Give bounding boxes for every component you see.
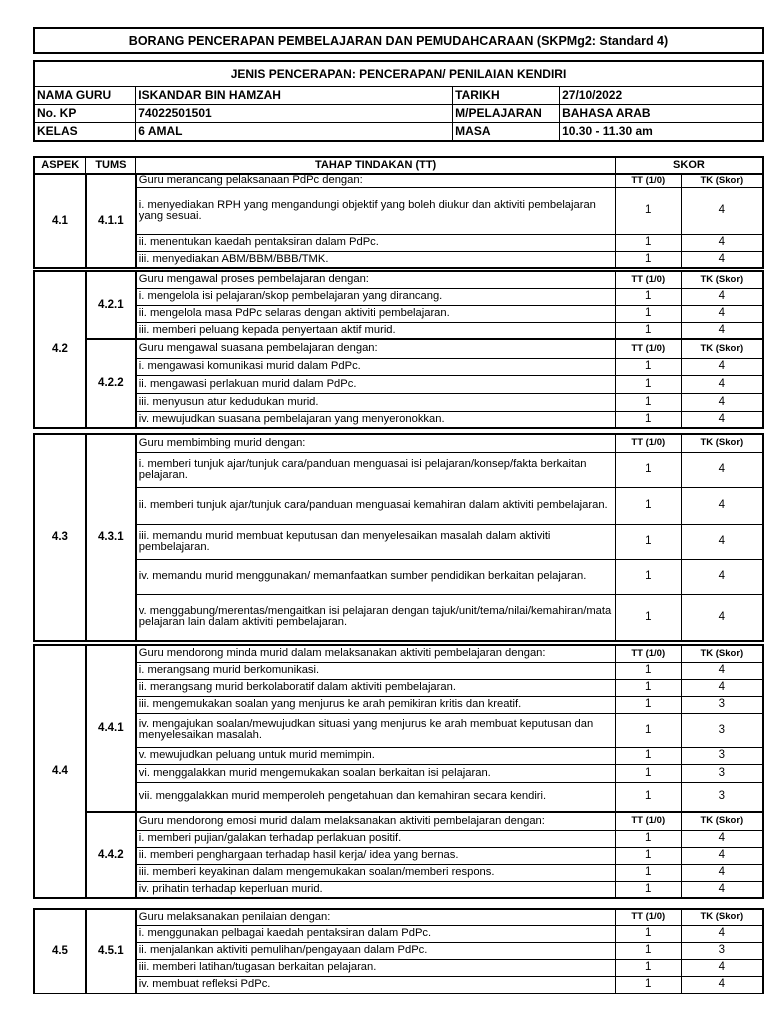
criteria-text: ii. menentukan kaedah pentaksiran dalam PdPc.: [136, 234, 616, 251]
tk-value: 4: [681, 524, 763, 559]
tk-value: 4: [681, 559, 763, 594]
tt-column-header: TT (1/0): [615, 812, 681, 830]
section-intro: Guru membimbing murid dengan:: [136, 434, 616, 452]
tt-value: 1: [615, 411, 681, 428]
tt-value: 1: [615, 713, 681, 747]
criteria-text: iv. prihatin terhadap keperluan murid.: [136, 881, 616, 898]
criteria-text: iii. memandu murid membuat keputusan dan menyelesaikan masalah dalam aktiviti pembelajaran.: [136, 524, 616, 559]
tk-value: 3: [681, 747, 763, 764]
criteria-text: ii. mengawasi perlakuan murid dalam PdPc.: [136, 375, 616, 393]
tt-value: 1: [615, 559, 681, 594]
tk-value: 4: [681, 847, 763, 864]
tums-label: 4.2.2: [86, 339, 136, 428]
tt-value: 1: [615, 662, 681, 679]
section-intro: Guru mendorong minda murid dalam melaksanakan aktiviti pembelajaran dengan:: [136, 645, 616, 662]
criteria-text: ii. memberi tunjuk ajar/tunjuk cara/panduan menguasai kemahiran dalam aktiviti pembelajaran.: [136, 487, 616, 524]
tk-value: 4: [681, 305, 763, 322]
tk-column-header: TK (Skor): [681, 271, 763, 288]
aspek-label: 4.3: [34, 434, 86, 641]
tt-value: 1: [615, 976, 681, 993]
section-4-4: [33, 644, 764, 899]
tt-column-header: TT (1/0): [615, 909, 681, 925]
tt-value: 1: [615, 524, 681, 559]
tarikh-label: TARIKH: [453, 87, 560, 105]
tk-value: 4: [681, 322, 763, 339]
masa-value: 10.30 - 11.30 am: [560, 123, 763, 142]
tt-value: 1: [615, 679, 681, 696]
criteria-text: i. mengelola isi pelajaran/skop pembelajaran yang dirancang.: [136, 288, 616, 305]
tk-value: 4: [681, 375, 763, 393]
tk-column-header: TK (Skor): [681, 174, 763, 187]
tk-column-header: TK (Skor): [681, 339, 763, 358]
tums-label: 4.1.1: [86, 174, 136, 268]
tt-value: 1: [615, 251, 681, 268]
header-tums: TUMS: [86, 157, 136, 174]
tk-value: 4: [681, 234, 763, 251]
aspek-label: 4.2: [34, 271, 86, 428]
tt-value: 1: [615, 864, 681, 881]
info-table: [33, 60, 764, 142]
tk-column-header: TK (Skor): [681, 434, 763, 452]
tk-column-header: TK (Skor): [681, 645, 763, 662]
mpelajaran-label: M/PELAJARAN: [453, 105, 560, 123]
tt-value: 1: [615, 288, 681, 305]
tt-value: 1: [615, 764, 681, 782]
tk-value: 4: [681, 594, 763, 641]
tt-column-header: TT (1/0): [615, 645, 681, 662]
section-intro: Guru mendorong emosi murid dalam melaksanakan aktiviti pembelajaran dengan:: [136, 812, 616, 830]
section-intro: Guru melaksanakan penilaian dengan:: [136, 909, 616, 925]
section-4-2: [33, 270, 764, 429]
criteria-text: v. menggabung/merentas/mengaitkan isi pelajaran dengan tajuk/unit/tema/nilai/kemahiran/mata pelajaran lain dalam aktiviti pembelajaran.: [136, 594, 616, 641]
criteria-text: i. mengawasi komunikasi murid dalam PdPc.: [136, 358, 616, 375]
tt-value: 1: [615, 747, 681, 764]
criteria-text: i. merangsang murid berkomunikasi.: [136, 662, 616, 679]
criteria-text: iv. mengajukan soalan/mewujudkan situasi yang menjurus ke arah membuat keputusan dan menyelesaikan masalah.: [136, 713, 616, 747]
tk-value: 3: [681, 696, 763, 713]
tk-value: 3: [681, 764, 763, 782]
tk-value: 4: [681, 452, 763, 487]
tums-label: 4.4.1: [86, 645, 136, 812]
criteria-text: iii. memberi peluang kepada penyertaan aktif murid.: [136, 322, 616, 339]
form-title: BORANG PENCERAPAN PEMBELAJARAN DAN PEMUDAHCARAAN (SKPMg2: Standard 4): [33, 27, 764, 54]
tk-value: 3: [681, 942, 763, 959]
criteria-text: iii. memberi latihan/tugasan berkaitan pelajaran.: [136, 959, 616, 976]
kelas-label: KELAS: [34, 123, 136, 142]
tums-label: 4.2.1: [86, 271, 136, 339]
tk-column-header: TK (Skor): [681, 812, 763, 830]
tk-value: 4: [681, 881, 763, 898]
section-4-5: [33, 908, 764, 994]
no-kp-label: No. KP: [34, 105, 136, 123]
tt-column-header: TT (1/0): [615, 339, 681, 358]
tt-value: 1: [615, 322, 681, 339]
kelas-value: 6 AMAL: [136, 123, 453, 142]
tums-label: 4.4.2: [86, 812, 136, 898]
aspek-label: 4.1: [34, 174, 86, 268]
tt-column-header: TT (1/0): [615, 174, 681, 187]
criteria-text: iv. mewujudkan suasana pembelajaran yang menyeronokkan.: [136, 411, 616, 428]
tk-value: 4: [681, 976, 763, 993]
tk-column-header: TK (Skor): [681, 909, 763, 925]
tk-value: 3: [681, 782, 763, 812]
tk-value: 4: [681, 679, 763, 696]
tk-value: 4: [681, 358, 763, 375]
tarikh-value: 27/10/2022: [560, 87, 763, 105]
tk-value: 4: [681, 288, 763, 305]
criteria-text: iii. menyusun atur kedudukan murid.: [136, 393, 616, 411]
tk-value: 4: [681, 393, 763, 411]
criteria-text: ii. merangsang murid berkolaboratif dalam aktiviti pembelajaran.: [136, 679, 616, 696]
tk-value: 4: [681, 251, 763, 268]
nama-guru-label: NAMA GURU: [34, 87, 136, 105]
aspek-label: 4.4: [34, 645, 86, 898]
masa-label: MASA: [453, 123, 560, 142]
criteria-text: i. memberi pujian/galakan terhadap perlakuan positif.: [136, 830, 616, 847]
section-intro: Guru merancang pelaksanaan PdPc dengan:: [136, 174, 616, 187]
criteria-text: vi. menggalakkan murid mengemukakan soalan berkaitan isi pelajaran.: [136, 764, 616, 782]
tk-value: 3: [681, 713, 763, 747]
tk-value: 4: [681, 662, 763, 679]
criteria-text: iv. memandu murid menggunakan/ memanfaatkan sumber pendidikan berkaitan pelajaran.: [136, 559, 616, 594]
tt-value: 1: [615, 375, 681, 393]
header-tahap: TAHAP TINDAKAN (TT): [136, 157, 616, 174]
header-skor: SKOR: [615, 157, 763, 174]
tt-value: 1: [615, 881, 681, 898]
tt-value: 1: [615, 830, 681, 847]
criteria-text: i. memberi tunjuk ajar/tunjuk cara/panduan menguasai isi pelajaran/konsep/fakta berkaitan pelajaran.: [136, 452, 616, 487]
criteria-text: ii. memberi penghargaan terhadap hasil kerja/ idea yang bernas.: [136, 847, 616, 864]
tt-value: 1: [615, 942, 681, 959]
criteria-text: iv. membuat refleksi PdPc.: [136, 976, 616, 993]
tk-value: 4: [681, 830, 763, 847]
criteria-text: ii. mengelola masa PdPc selaras dengan aktiviti pembelajaran.: [136, 305, 616, 322]
mpelajaran-value: BAHASA ARAB: [560, 105, 763, 123]
tums-label: 4.3.1: [86, 434, 136, 641]
section-intro: Guru mengawal suasana pembelajaran dengan:: [136, 339, 616, 358]
criteria-text: iii. memberi keyakinan dalam mengemukakan soalan/memberi respons.: [136, 864, 616, 881]
criteria-text: ii. menjalankan aktiviti pemulihan/pengayaan dalam PdPc.: [136, 942, 616, 959]
tt-value: 1: [615, 925, 681, 942]
section-intro: Guru mengawal proses pembelajaran dengan:: [136, 271, 616, 288]
tk-value: 4: [681, 487, 763, 524]
section-4-3: [33, 433, 764, 642]
tk-value: 4: [681, 925, 763, 942]
tt-value: 1: [615, 782, 681, 812]
section-4-1: [33, 173, 764, 269]
criteria-text: i. menggunakan pelbagai kaedah pentaksiran dalam PdPc.: [136, 925, 616, 942]
tt-column-header: TT (1/0): [615, 434, 681, 452]
tt-value: 1: [615, 847, 681, 864]
header-aspek: ASPEK: [34, 157, 86, 174]
tt-value: 1: [615, 487, 681, 524]
tt-value: 1: [615, 305, 681, 322]
nama-guru-value: ISKANDAR BIN HAMZAH: [136, 87, 453, 105]
tt-value: 1: [615, 358, 681, 375]
tk-value: 4: [681, 187, 763, 234]
criteria-text: vii. menggalakkan murid memperoleh pengetahuan dan kemahiran secara kendiri.: [136, 782, 616, 812]
tt-column-header: TT (1/0): [615, 271, 681, 288]
tt-value: 1: [615, 696, 681, 713]
tt-value: 1: [615, 452, 681, 487]
tk-value: 4: [681, 411, 763, 428]
criteria-text: iii. menyediakan ABM/BBM/BBB/TMK.: [136, 251, 616, 268]
jenis-pencerapan: JENIS PENCERAPAN: PENCERAPAN/ PENILAIAN KENDIRI: [34, 61, 763, 87]
tk-value: 4: [681, 959, 763, 976]
tt-value: 1: [615, 187, 681, 234]
tums-label: 4.5.1: [86, 909, 136, 993]
tt-value: 1: [615, 959, 681, 976]
aspek-label: 4.5: [34, 909, 86, 993]
criteria-text: i. menyediakan RPH yang mengandungi objektif yang boleh diukur dan aktiviti pembelajaran yang sesuai.: [136, 187, 616, 234]
criteria-text: iii. mengemukakan soalan yang menjurus ke arah pemikiran kritis dan kreatif.: [136, 696, 616, 713]
tt-value: 1: [615, 234, 681, 251]
tt-value: 1: [615, 594, 681, 641]
criteria-text: v. mewujudkan peluang untuk murid memimpin.: [136, 747, 616, 764]
tk-value: 4: [681, 864, 763, 881]
tt-value: 1: [615, 393, 681, 411]
no-kp-value: 74022501501: [136, 105, 453, 123]
